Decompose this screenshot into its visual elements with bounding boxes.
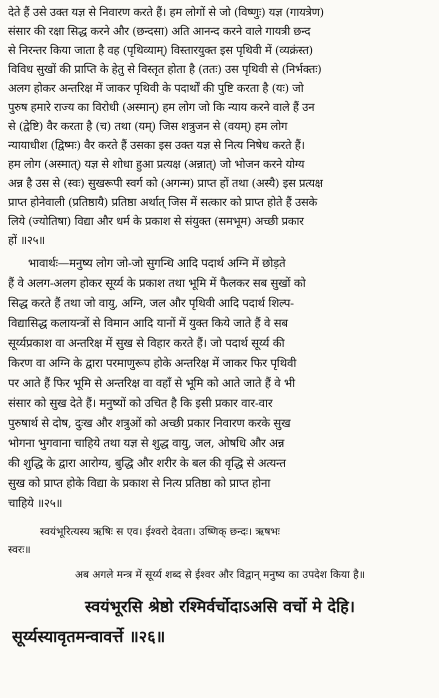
- commentary-line: हम लोग (अस्मात्) यज्ञ से शोधा हुआ प्रत्यक्ष (अन्नात्) जो भोजन करने योग्य: [8, 157, 305, 171]
- bhavartha-line: की शुद्धि के द्वारा आरोग्य, बुद्धि और शरीर के बल की वृद्धि से अत्यन्त: [8, 456, 286, 470]
- bhavartha-line: भावार्थः—मनुष्य लोग जो-जो सुगन्धि आदि पदार्थ अग्नि में छोड़ते: [28, 256, 286, 270]
- commentary-line: देते हैं उसे उक्त यज्ञ से निवारण करते हैं। हम लोगों से जो (विष्णुः) यज्ञ (गायत्रेण): [8, 5, 324, 19]
- commentary-line: से निरन्तर किया जाता है वह (पृथिव्याम्) विस्तारयुक्त इस पृथिवी में (व्यक्रंस्त): [8, 43, 313, 57]
- commentary-line: न्यायाधीश (द्विष्मः) वैर करते हैं उसका इस उक्त यज्ञ से नित्य निषेध करते हैं।: [8, 138, 305, 152]
- bhavartha-line: सिद्ध करते हैं तथा जो वायु, अग्नि, जल और पृथिवी आदि पदार्थ शिल्प-: [8, 296, 294, 310]
- bhavartha-line: चाहिये ॥२५॥: [8, 496, 63, 510]
- commentary-line: हों ॥२५॥: [8, 233, 45, 247]
- bhavartha-line: विद्यासिद्ध कलायन्त्रों से विमान आदि यानों में युक्त किये जाते हैं वे सब: [8, 316, 288, 330]
- commentary-line: अन्न है उस से (स्वः) सुखरूपी स्वर्ग को (अगन्म) प्राप्त हों तथा (अस्यै) इस प्रत्यक्ष: [8, 176, 323, 190]
- bhavartha-line: हैं वे अलग-अलग होकर सूर्य्य के प्रकाश तथा भूमि में फैलकर सब सुखों को: [8, 276, 306, 290]
- bhavartha-line: भोगना भुगवाना चाहिये तथा यज्ञ से शुद्ध वायु, जल, ओषधि और अन्न: [8, 436, 285, 450]
- mantra-line: सूर्य्यस्यावृतमन्वावर्त्ते ॥२६॥: [12, 627, 166, 646]
- mantra-intro: अब अगले मन्त्र में सूर्य्य शब्द से ईश्वर और विद्वान् मनुष्य का उपदेश किया है॥: [74, 569, 366, 581]
- bhavartha-line: पुरुषार्थ से दोष, दुःख और शत्रुओं को अच्छी प्रकार निवारण करके सुख: [8, 416, 291, 430]
- bhavartha-line: सूर्य्यप्रकाश वा अन्तरिक्ष में सुख से विहार करते हैं। जो पदार्थ सूर्य्य की: [8, 336, 285, 350]
- bhavartha-line: संसार को सुख देते हैं। मनुष्यों को उचित है कि इसी प्रकार वार-वार: [8, 396, 273, 410]
- commentary-line: अलग होकर अन्तरिक्ष में जाकर पृथिवी के पदार्थों की पुष्टि करता है (यः) जो: [8, 81, 304, 95]
- bhavartha-line: किरण वा अग्नि के द्वारा परमाणुरूप होके अन्तरिक्ष में जाकर फिर पृथिवी: [8, 356, 297, 370]
- bhavartha-line: पर आते हैं फिर भूमि से अन्तरिक्ष वा वहाँ से भूमि को आते जाते हैं वे भी: [8, 376, 295, 390]
- mantra-line: स्वयंभूरसि श्रेष्ठो रश्मिर्वर्चोदाऽअसि वर्चो मे देहि।: [84, 597, 356, 616]
- bhavartha-line: सुख को प्राप्त होके विद्या के प्रकाश से नित्य प्रतिष्ठा को प्राप्त होना: [8, 476, 271, 490]
- commentary-line: विविध सुखों की प्राप्ति के हेतु से विस्तृत होता है (ततः) उस पृथिवी से (निर्भक्तः): [8, 62, 322, 76]
- commentary-line: पुरुष हमारे राज्य का विरोधी (अस्मान्) हम लोग जो कि न्याय करने वाले हैं उन: [8, 100, 315, 114]
- mantra-meta: स्वयंभूरित्यस्य ऋषिः स एव। ईश्वरो देवता। उष्णिक् छन्दः। ऋषभः: [40, 526, 280, 538]
- commentary-line: लिये (ज्योतिषा) विद्या और धर्म के प्रकाश से संयुक्त (समभूम) अच्छी प्रकार: [8, 214, 304, 228]
- commentary-line: संसार की रक्षा सिद्ध करने और (छन्दसा) अति आनन्द करने वाले गायत्री छन्द: [8, 24, 311, 38]
- mantra-meta: स्वरः॥: [8, 544, 31, 556]
- commentary-line: प्राप्त होनेवाली (प्रतिष्ठायै) प्रतिष्ठा अर्थात् जिस में सत्कार को प्राप्त होते हैं उसके: [8, 195, 318, 209]
- commentary-line: से (द्वेष्टि) वैर करता है (च) तथा (यम्) जिस शत्रुजन से (वयम्) हम लोग: [8, 119, 288, 133]
